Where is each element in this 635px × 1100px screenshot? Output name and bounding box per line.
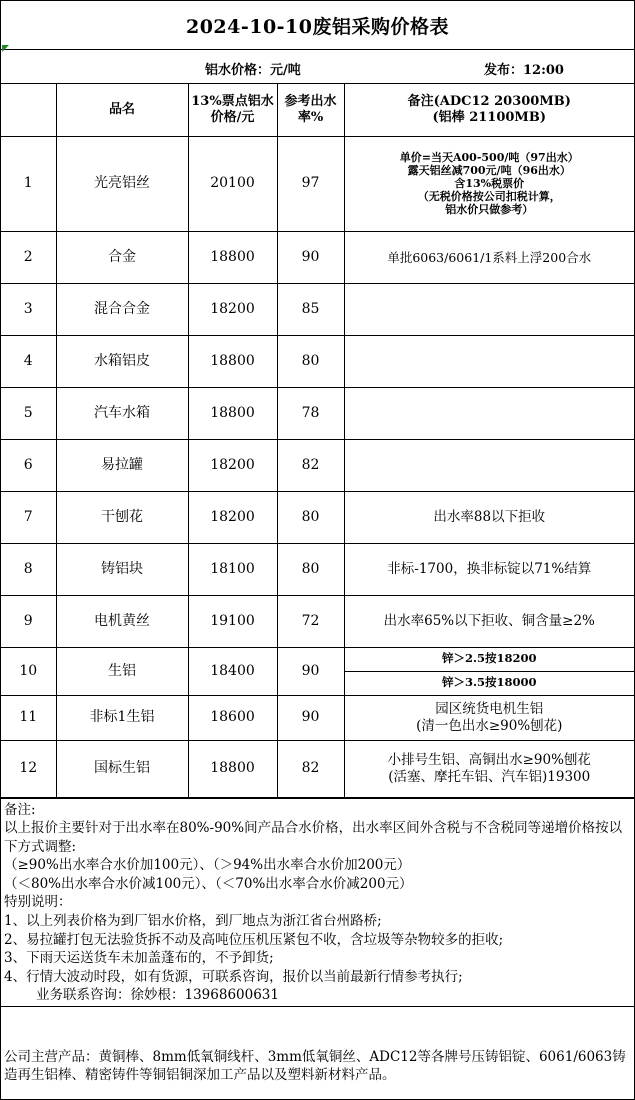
table-row — [1, 491, 634, 543]
remark-line: (活塞、摩托车铝、汽车铝)19300 — [388, 768, 591, 785]
row-no: 6 — [1, 439, 56, 491]
adjust-minus-100: （＜80%出水率合水价减100元） — [4, 875, 202, 892]
row-rate: 82 — [277, 740, 344, 797]
notes-section — [1, 798, 634, 1007]
special-item: 1、以上列表价格为到厂铝水价格，到厂地点为浙江省台州路桥; — [4, 913, 382, 930]
row-remark: 单批6063/6061/1系料上浮200合水 — [344, 231, 634, 283]
adjust-line — [4, 875, 634, 894]
row-no: 12 — [1, 740, 56, 797]
adjust-minus-200: 、（＜70%出水率合水价减200元） — [201, 875, 413, 892]
row-price: 18800 — [188, 740, 277, 797]
header-remark-line: 备注(ADC12 20300MB) — [407, 94, 571, 110]
header-rate: 参考出水率% — [277, 84, 344, 136]
row-name: 光亮铝丝 — [56, 136, 188, 231]
row-no: 10 — [1, 647, 56, 695]
row-name: 电机黄丝 — [56, 595, 188, 647]
row-price: 18200 — [188, 283, 277, 335]
remark-line: 铝水价只做参考） — [445, 203, 534, 217]
table-row — [1, 695, 634, 740]
row-rate: 85 — [277, 283, 344, 335]
row-name: 铸铝块 — [56, 543, 188, 595]
row-price: 19100 — [188, 595, 277, 647]
row-remark: 出水率65%以下拒收、铜含量≥2% — [344, 595, 634, 647]
row-rate: 78 — [277, 387, 344, 439]
row-remark: 非标-1700，换非标锭以71%结算 — [344, 543, 634, 595]
adjust-plus-200: 、（＞94%出水率合水价加200元） — [199, 857, 411, 874]
company-products-text: 公司主营产品：黄铜棒、8mm低氧铜线杆、3mm低氧铜丝、ADC12等各牌号压铸铝锭、6061/6063铸造再生铝棒、精密铸件等铜铝铜深加工产品以及塑料新材料产品。 — [4, 1049, 626, 1083]
row-rate: 90 — [277, 647, 344, 695]
table-row — [1, 283, 634, 335]
company-products — [1, 1049, 634, 1100]
table-header — [1, 84, 634, 136]
row-name: 生铝 — [56, 647, 188, 695]
row-rate: 82 — [277, 439, 344, 491]
row-no: 2 — [1, 231, 56, 283]
row-name: 非标1生铝 — [56, 695, 188, 740]
adjust-line — [4, 856, 634, 875]
row-name: 汽车水箱 — [56, 387, 188, 439]
row-no: 5 — [1, 387, 56, 439]
adjust-plus-100: （≥90%出水率合水价加100元） — [4, 857, 200, 874]
table-row — [1, 595, 634, 647]
row-remark — [344, 387, 634, 439]
row-remark — [344, 439, 634, 491]
row-remark — [344, 740, 634, 797]
row-no: 11 — [1, 695, 56, 740]
row-no: 3 — [1, 283, 56, 335]
notes-heading: 备注: — [4, 801, 36, 818]
header-price: 13%票点铝水价格/元 — [188, 84, 277, 136]
row-name: 混合合金 — [56, 283, 188, 335]
remark-line: 含13%税票价 — [454, 176, 525, 190]
row-rate: 90 — [277, 695, 344, 740]
unit-row — [1, 50, 634, 84]
row-no: 7 — [1, 491, 56, 543]
special-item: 4、行情大波动时段，如有货源，可联系咨询，报价以当前最新行情参考执行; — [4, 968, 463, 985]
row-remark: 出水率88以下拒收 — [344, 491, 634, 543]
page-title: 2024-10-10废铝采购价格表 — [1, 1, 634, 50]
price-table — [1, 84, 634, 798]
row-rate: 80 — [277, 491, 344, 543]
row-remark: 锌＞2.5按18200 — [344, 647, 634, 671]
remark-line: 露天铝丝减700元/吨（96出水） — [407, 163, 571, 177]
unit-label: 铝水价格：元/吨 — [205, 63, 301, 78]
header-no — [1, 84, 56, 136]
row-price: 18200 — [188, 439, 277, 491]
row-no: 9 — [1, 595, 56, 647]
row-remark — [344, 283, 634, 335]
row-name: 易拉罐 — [56, 439, 188, 491]
publish-time: 发布：12:00 — [484, 63, 564, 78]
special-heading: 特别说明： — [4, 894, 72, 911]
remark-line: （无税价格按公司扣税计算， — [417, 190, 561, 204]
row-no: 1 — [1, 136, 56, 231]
special-item: 3、下雨天运送货车未加盖蓬布的，不予卸货; — [4, 950, 274, 967]
table-row — [1, 740, 634, 797]
table-row — [1, 439, 634, 491]
remark-line: 小排号生铝、高铜出水≥90%刨花 — [387, 752, 591, 769]
table-row — [1, 543, 634, 595]
row-name: 合金 — [56, 231, 188, 283]
table-row — [1, 231, 634, 283]
header-name: 品名 — [56, 84, 188, 136]
row-rate: 72 — [277, 595, 344, 647]
table-row — [1, 335, 634, 387]
row-name: 干刨花 — [56, 491, 188, 543]
header-remark — [344, 84, 634, 136]
row-price: 20100 — [188, 136, 277, 231]
row-rate: 97 — [277, 136, 344, 231]
row-no: 4 — [1, 335, 56, 387]
table-row — [1, 387, 634, 439]
row-rate: 90 — [277, 231, 344, 283]
row-price: 18800 — [188, 231, 277, 283]
row-remark — [344, 695, 634, 740]
notes-intro: 以上报价主要针对于出水率在80%-90%间产品合水价格，出水率区间外含税与不含税同等递增价格按以下方式调整: — [4, 820, 623, 855]
contact-info: 业务联系咨询：徐妙根：13968600631 — [36, 987, 279, 1004]
remark-line: 单价=当天A00-500/吨（97出水） — [399, 150, 579, 164]
row-rate: 80 — [277, 335, 344, 387]
row-price: 18100 — [188, 543, 277, 595]
remark-line: (清一色出水≥90%刨花) — [416, 717, 563, 734]
table-row — [1, 136, 634, 231]
row-remark: 锌＞3.5按18000 — [344, 671, 634, 695]
row-rate: 80 — [277, 543, 344, 595]
row-price: 18400 — [188, 647, 277, 695]
row-no: 8 — [1, 543, 56, 595]
header-remark-line: (铝棒 21100MB) — [432, 109, 546, 125]
row-remark — [344, 335, 634, 387]
row-price: 18600 — [188, 695, 277, 740]
row-price: 18800 — [188, 335, 277, 387]
row-remark — [344, 136, 634, 231]
table-row — [1, 647, 634, 671]
remark-line: 园区统货电机生铝 — [435, 701, 544, 718]
row-price: 18200 — [188, 491, 277, 543]
special-item: 2、易拉罐打包无法验货拆不动及高吨位压机压紧包不收，含垃圾等杂物较多的拒收; — [4, 931, 504, 948]
row-name: 水箱铝皮 — [56, 335, 188, 387]
row-price: 18800 — [188, 387, 277, 439]
row-name: 国标生铝 — [56, 740, 188, 797]
